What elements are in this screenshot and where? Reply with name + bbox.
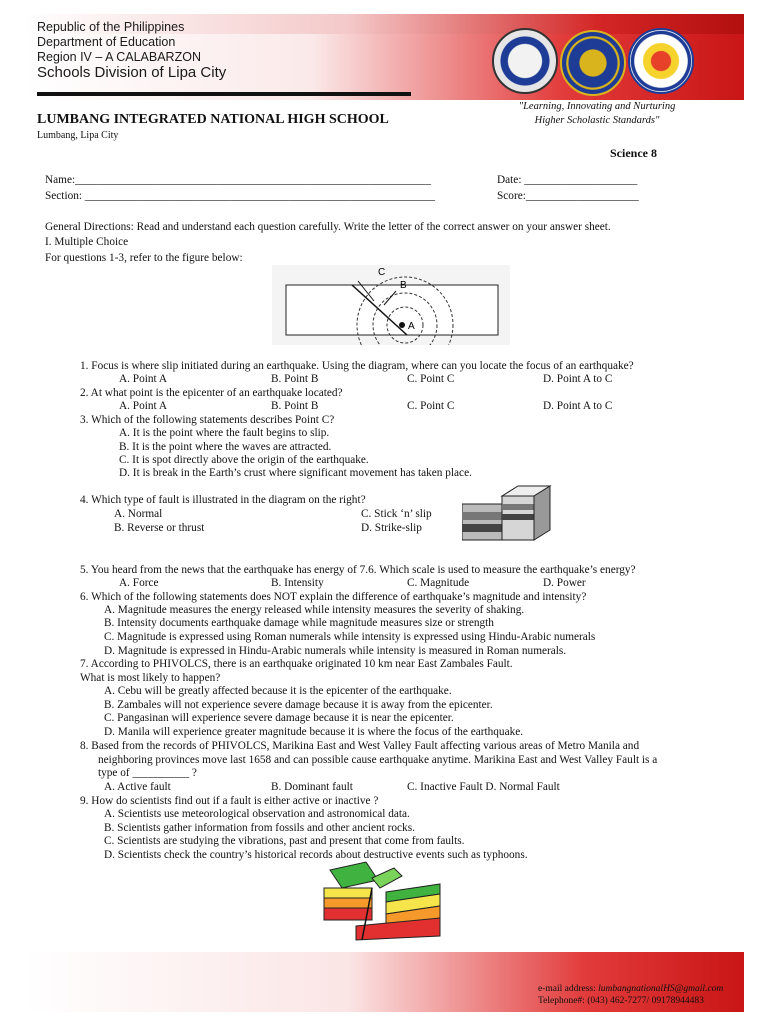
general-directions: General Directions: Read and understand each question carefully. Write the letter of the correct answer on your answer sheet. <box>45 221 611 233</box>
q3-stem: 3. Which of the following statements describes Point C? <box>80 414 335 426</box>
school-seal-icon <box>628 28 694 94</box>
q8-option-b[interactable]: B. Dominant fault <box>271 781 353 793</box>
q4-option-c[interactable]: C. Stick ‘n’ slip <box>361 508 432 520</box>
division-seal-icon <box>560 30 626 96</box>
q3-option-a[interactable]: A. It is the point where the fault begins to slip. <box>119 427 330 439</box>
q9-option-c[interactable]: C. Scientists are studying the vibrations, past and present that come from faults. <box>104 835 465 847</box>
q9-option-d[interactable]: D. Scientists check the country’s historical records about destructive events such as typhoons. <box>104 849 528 861</box>
footer-email <box>538 984 723 994</box>
q6-stem: 6. Which of the following statements does NOT explain the difference of earthquake’s magnitude and intensity? <box>80 591 587 603</box>
deped-seal-icon <box>492 28 558 94</box>
q6-option-c[interactable]: C. Magnitude is expressed using Roman numerals while intensity is expressed using Hindu-Arabic numerals <box>104 631 596 643</box>
motto-line-2: Higher Scholastic Standards" <box>534 115 660 126</box>
q7-stem-2: What is most likely to happen? <box>80 672 221 684</box>
q5-option-c[interactable]: C. Magnitude <box>407 577 470 589</box>
q1-stem: 1. Focus is where slip initiated during an earthquake. Using the diagram, where can you locate the focus of an earthquake? <box>80 360 634 372</box>
q1-option-a[interactable]: A. Point A <box>119 373 168 385</box>
header-deped: Department of Education <box>37 35 176 49</box>
q2-option-c[interactable]: C. Point C <box>407 400 455 412</box>
q8-option-cd[interactable]: C. Inactive Fault D. Normal Fault <box>407 781 560 793</box>
q8-stem: 8. Based from the records of PHIVOLCS, Marikina East and West Valley Fault affecting various areas of Metro Manila and <box>80 740 640 752</box>
score-field[interactable]: Score:____________________ <box>497 190 639 202</box>
q5-option-b[interactable]: B. Intensity <box>271 577 324 589</box>
q7-option-b[interactable]: B. Zambales will not experience severe damage because it is away from the epicenter. <box>104 699 493 711</box>
fault-focus-diagram <box>272 265 510 345</box>
header-division: Schools Division of Lipa City <box>37 64 227 81</box>
q6-option-a[interactable]: A. Magnitude measures the energy released while intensity measures the severity of shaking. <box>104 604 525 616</box>
name-field[interactable]: Name:_______________________________________________________________ <box>45 174 431 186</box>
motto-line-1: "Learning, Innovating and Nurturing <box>518 101 676 112</box>
date-field[interactable]: Date: ____________________ <box>497 174 638 186</box>
part-label: I. Multiple Choice <box>45 236 129 248</box>
q3-option-d[interactable]: D. It is break in the Earth’s crust where significant movement has taken place. <box>119 467 472 479</box>
q7-option-c[interactable]: C. Pangasinan will experience severe damage because it is near the epicenter. <box>104 712 454 724</box>
q8-stem-3: type of __________ ? <box>98 767 197 779</box>
q1-option-d[interactable]: D. Point A to C <box>543 373 613 385</box>
figure-reference: For questions 1-3, refer to the figure below: <box>45 252 243 264</box>
header-republic: Republic of the Philippines <box>37 20 185 34</box>
q2-option-b[interactable]: B. Point B <box>271 400 319 412</box>
q8-stem-2: neighboring provinces move last 1658 and can possible cause earthquake anytime. Marikina East and West Valley Fault is a <box>98 754 658 766</box>
q8-option-a[interactable]: A. Active fault <box>104 781 171 793</box>
label-c: C <box>378 267 386 278</box>
school-address: Lumbang, Lipa City <box>37 130 119 141</box>
q2-option-d[interactable]: D. Point A to C <box>543 400 613 412</box>
q4-option-b[interactable]: B. Reverse or thrust <box>114 522 205 534</box>
q1-option-c[interactable]: C. Point C <box>407 373 455 385</box>
subject-label: Science 8 <box>610 146 657 160</box>
header-divider <box>37 92 411 96</box>
q4-stem: 4. Which type of fault is illustrated in the diagram on the right? <box>80 494 366 506</box>
q2-option-a[interactable]: A. Point A <box>119 400 168 412</box>
q2-stem: 2. At what point is the epicenter of an earthquake located? <box>80 387 343 399</box>
q5-option-d[interactable]: D. Power <box>543 577 586 589</box>
q9-stem: 9. How do scientists find out if a fault is either active or inactive ? <box>80 795 379 807</box>
email-link[interactable]: lumbangnationalHS@gmail.com <box>598 984 724 994</box>
section-field[interactable]: Section: ______________________________________________________________ <box>45 190 436 202</box>
footer-phone: Telephone#: (043) 462-7277/ 09178944483 <box>538 996 704 1006</box>
q7-option-d[interactable]: D. Manila will experience greater magnitude because it is where the focus of the earthquake. <box>104 726 524 738</box>
q6-option-b[interactable]: B. Intensity documents earthquake damage while magnitude measures size or strength <box>104 617 494 629</box>
q4-option-a[interactable]: A. Normal <box>114 508 163 520</box>
label-a: A <box>408 321 415 332</box>
q6-option-d[interactable]: D. Magnitude is expressed in Hindu-Arabic numerals while intensity is measured in Roman numerals. <box>104 645 567 657</box>
label-b: B <box>400 280 407 291</box>
q3-option-c[interactable]: C. It is spot directly above the origin of the earthquake. <box>119 454 369 466</box>
q7-option-a[interactable]: A. Cebu will be greatly affected because it is the epicenter of the earthquake. <box>104 685 452 697</box>
q9-option-b[interactable]: B. Scientists gather information from fossils and other ancient rocks. <box>104 822 415 834</box>
reverse-fault-diagram <box>462 484 552 542</box>
q3-option-b[interactable]: B. It is the point where the waves are attracted. <box>119 441 332 453</box>
q7-stem: 7. According to PHIVOLCS, there is an earthquake originated 10 km near East Zambales Fault. <box>80 658 513 670</box>
q5-stem: 5. You heard from the news that the earthquake has energy of 7.6. Which scale is used to measure the earthquake’s energy? <box>80 564 636 576</box>
q4-option-d[interactable]: D. Strike-slip <box>361 522 422 534</box>
q5-option-a[interactable]: A. Force <box>119 577 159 589</box>
header-region: Region IV – A CALABARZON <box>37 50 201 64</box>
q9-option-a[interactable]: A. Scientists use meteorological observation and astronomical data. <box>104 808 410 820</box>
school-name: LUMBANG INTEGRATED NATIONAL HIGH SCHOOL <box>37 112 389 127</box>
colored-fault-block-diagram <box>322 858 450 942</box>
email-label: e-mail address: <box>538 984 599 994</box>
q1-option-b[interactable]: B. Point B <box>271 373 319 385</box>
